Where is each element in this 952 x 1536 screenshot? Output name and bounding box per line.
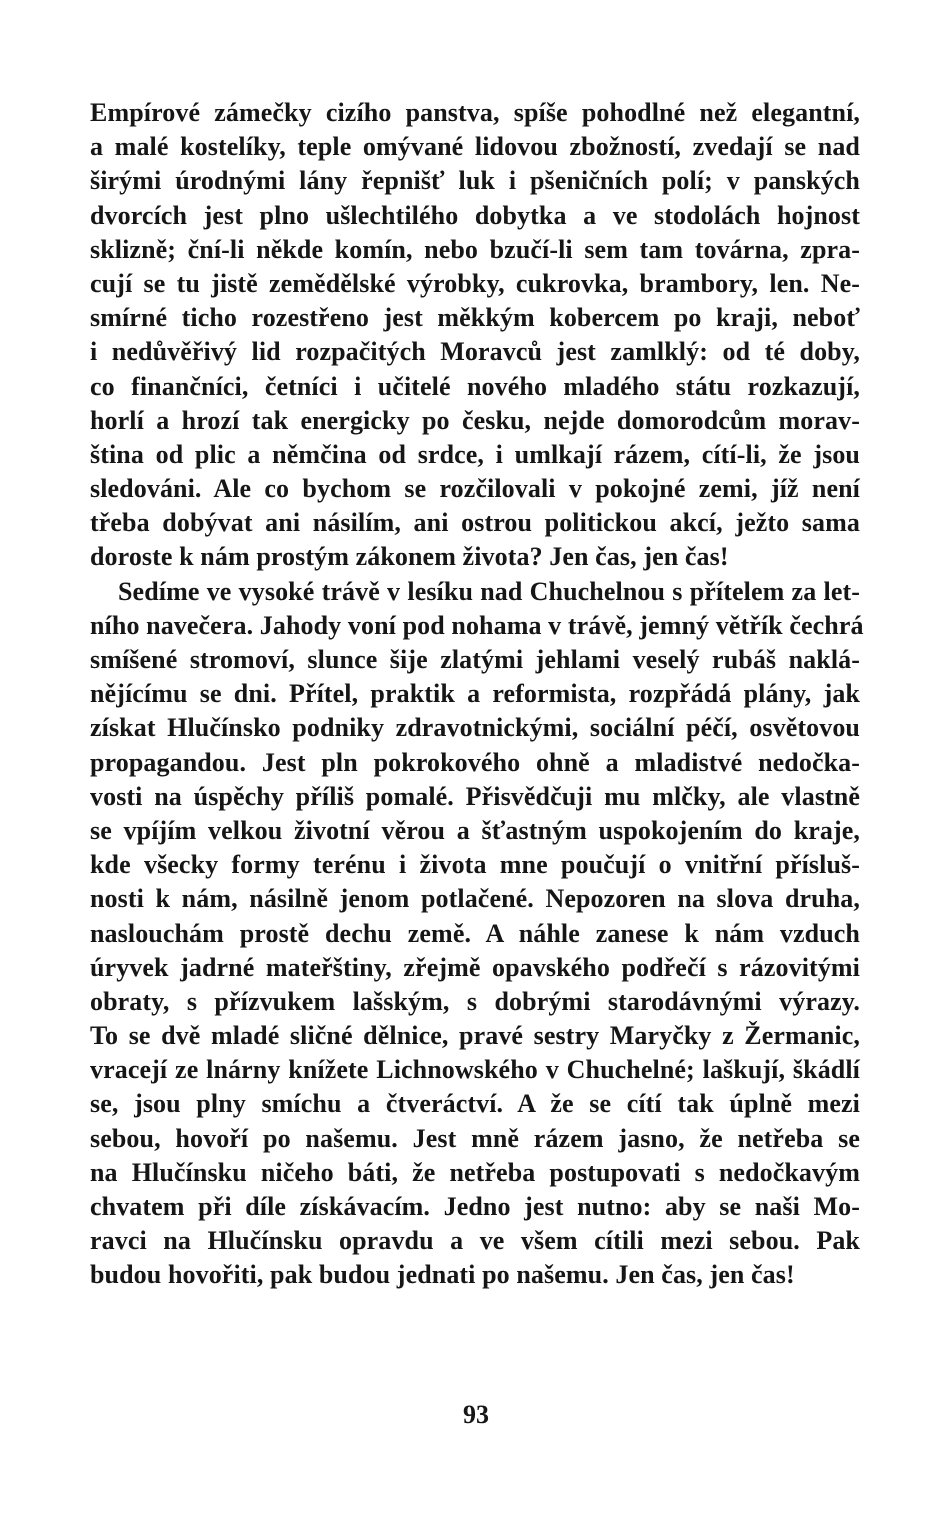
- text-line: Empírové zámečky cizího panstva, spíše pohodlné než elegantní,: [90, 98, 860, 127]
- text-line: doroste k nám prostým zákonem života? Jen čas, jen čas!: [90, 542, 729, 572]
- body-text: [90, 96, 864, 1293]
- text-line: ravci na Hlučínsku opravdu a ve všem cítili mezi sebou. Pak: [90, 1226, 860, 1256]
- text-line: sebou, hovoří po našemu. Jest mně rázem jasno, že netřeba se: [90, 1123, 860, 1153]
- text-line: nějícímu se dni. Přítel, praktik a reformista, rozpřádá plány, jak: [90, 679, 860, 709]
- text-line: širými úrodnými lány řepnišť luk i pšeničních polí; v panských: [90, 166, 860, 196]
- text-line: se, jsou plny smíchu a čtveráctví. A že se cítí tak úplně mezi: [90, 1089, 860, 1119]
- text-line: nosti k nám, násilně jenom potlačené. Nepozoren na slova druha,: [90, 884, 860, 914]
- text-line: sledováni. Ale co bychom se rozčilovali v pokojné zemi, jíž není: [90, 474, 860, 504]
- text-line: To se dvě mladé sličné dělnice, pravé sestry Maryčky z Žermanic,: [90, 1021, 860, 1051]
- text-line: Sedíme ve vysoké trávě v lesíku nad Chuchelnou s přítelem za let-: [118, 576, 860, 606]
- text-line: horlí a hrozí tak energicky po česku, nejde domorodcům morav-: [90, 405, 860, 435]
- text-line: ština od plic a němčina od srdce, i umlkají rázem, cítí-li, že jsou: [90, 439, 860, 469]
- text-line: třeba dobývat ani násilím, ani ostrou politickou akcí, ježto sama: [90, 508, 860, 538]
- text-line: ního navečera. Jahody voní pod nohama v trávě, jemný větřík čechrá: [90, 610, 864, 640]
- text-line: kde všecky formy terénu i života mne poučují o vnitřní přísluš-: [90, 850, 860, 880]
- text-line: vracejí ze lnárny knížete Lichnowského v Chuchelné; laškují, škádlí: [90, 1055, 860, 1085]
- text-line: sklizně; ční-li někde komín, nebo bzučí-li sem tam továrna, zpra-: [90, 234, 860, 264]
- text-line: smírné ticho rozestřeno jest měkkým kobercem po kraji, neboť: [90, 303, 860, 333]
- text-line: dvorcích jest plno ušlechtilého dobytka a ve stodolách hojnost: [90, 200, 860, 230]
- text-line: a malé kostelíky, teple omývané lidovou zbožností, zvedají se nad: [90, 132, 860, 162]
- text-line: obraty, s přízvukem lašským, s dobrými starodávnými výrazy.: [90, 986, 860, 1016]
- text-line: vosti na úspěchy příliš pomalé. Přisvědčuji mu mlčky, ale vlastně: [90, 781, 860, 811]
- text-line: se vpíjím velkou životní věrou a šťastným uspokojením do kraje,: [90, 815, 860, 845]
- text-line: budou hovořiti, pak budou jednati po našemu. Jen čas, jen čas!: [90, 1260, 795, 1290]
- text-line: na Hlučínsku ničeho báti, že netřeba postupovati s nedočkavým: [90, 1157, 860, 1187]
- text-line: naslouchám prostě dechu země. A náhle zanese k nám vzduch: [90, 918, 860, 948]
- paragraph-2: [90, 575, 864, 1293]
- text-line: i nedůvěřivý lid rozpačitých Moravců jest zamlklý: od té doby,: [90, 337, 860, 367]
- page-number: 93: [463, 1400, 489, 1429]
- text-line: chvatem při díle získávacím. Jedno jest nutno: aby se naši Mo-: [90, 1192, 860, 1221]
- text-line: úryvek jadrné mateřštiny, zřejmě opavského podřečí s rázovitými: [90, 952, 860, 982]
- text-line: propagandou. Jest pln pokrokového ohně a mladistvé nedočka-: [90, 747, 860, 777]
- text-line: získat Hlučínsko podniky zdravotnickými, sociální péčí, osvětovou: [90, 713, 860, 743]
- text-line: smíšené stromoví, slunce šije zlatými jehlami veselý rubáš naklá-: [90, 645, 860, 674]
- paragraph-1: [90, 96, 860, 575]
- text-line: cují se tu jistě zemědělské výrobky, cukrovka, brambory, len. Ne-: [90, 268, 860, 298]
- text-line: co finančníci, četníci i učitelé nového mladého státu rozkazují,: [90, 371, 860, 401]
